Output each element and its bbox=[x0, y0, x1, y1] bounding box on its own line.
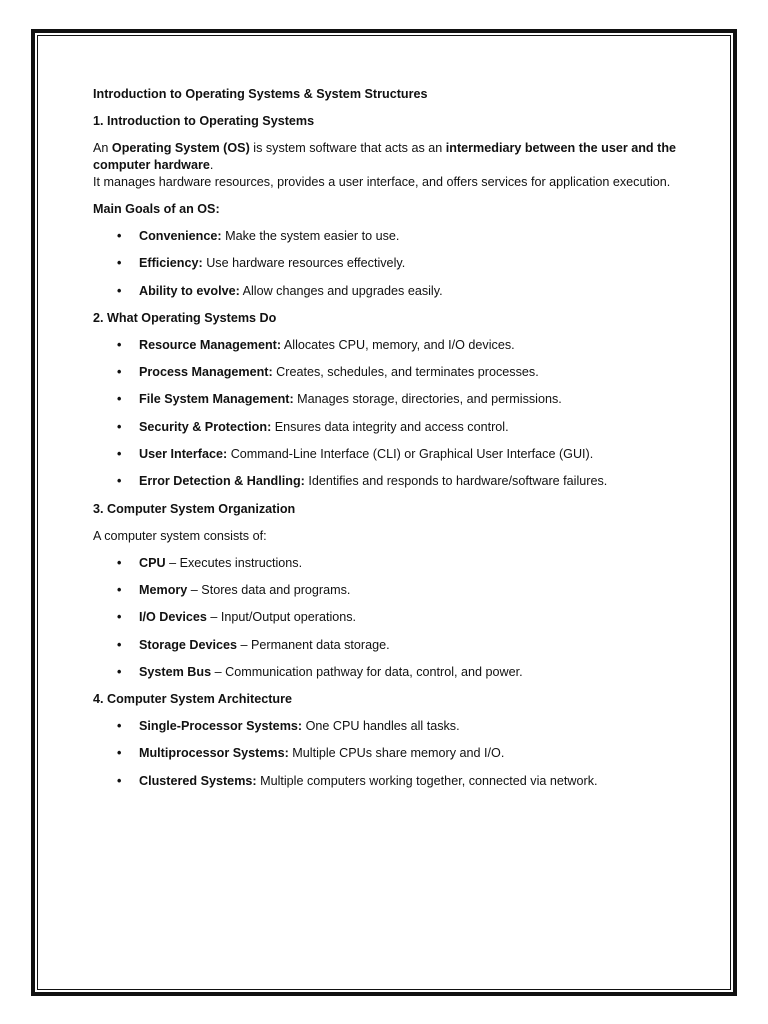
item-desc: Command-Line Interface (CLI) or Graphical User Interface (GUI). bbox=[227, 447, 594, 462]
item-term: Multiprocessor Systems: bbox=[139, 746, 289, 761]
system-components-list bbox=[93, 555, 693, 681]
bullet-icon: • bbox=[117, 664, 122, 679]
item-term: CPU bbox=[139, 555, 166, 570]
bullet-icon: • bbox=[117, 719, 122, 734]
intro-text-e: . bbox=[209, 158, 214, 172]
bullet-icon: • bbox=[117, 365, 122, 380]
item-desc: – Input/Output operations. bbox=[206, 610, 357, 625]
item-desc: Use hardware resources effectively. bbox=[202, 256, 406, 271]
bullet-icon: • bbox=[117, 582, 122, 597]
section-3-intro: A computer system consists of: bbox=[93, 528, 267, 543]
list-item bbox=[93, 337, 693, 354]
item-desc: – Permanent data storage. bbox=[237, 637, 390, 652]
item-desc: Manages storage, directories, and permissions. bbox=[293, 392, 562, 407]
bullet-icon: • bbox=[117, 229, 122, 243]
goals-heading: Main Goals of an OS: bbox=[93, 202, 220, 216]
intro-term-os: Operating System (OS) bbox=[111, 141, 250, 155]
list-item bbox=[93, 718, 693, 735]
bullet-icon: • bbox=[117, 555, 122, 570]
item-term: User Interface: bbox=[139, 447, 228, 462]
item-desc: One CPU handles all tasks. bbox=[302, 719, 460, 734]
item-desc: – Executes instructions. bbox=[165, 555, 303, 570]
item-term: Process Management: bbox=[139, 365, 273, 380]
goals-list bbox=[93, 228, 693, 300]
item-term: System Bus bbox=[139, 664, 212, 679]
item-term: Clustered Systems: bbox=[139, 773, 257, 788]
list-item bbox=[93, 283, 693, 300]
section-1-intro bbox=[93, 140, 693, 191]
bullet-icon: • bbox=[117, 283, 122, 298]
intro-term-intermediary: intermediary between the user and the computer hardware bbox=[93, 141, 677, 172]
item-desc: Multiple CPUs share memory and I/O. bbox=[288, 746, 505, 761]
list-item bbox=[93, 473, 693, 490]
list-item bbox=[93, 582, 693, 599]
item-term: Ability to evolve: bbox=[139, 283, 240, 298]
item-desc: Identifies and responds to hardware/software failures. bbox=[304, 474, 608, 489]
item-term: Resource Management: bbox=[139, 337, 282, 352]
item-desc: – Communication pathway for data, control, and power. bbox=[211, 664, 523, 679]
item-desc: Multiple computers working together, connected via network. bbox=[256, 773, 598, 788]
item-desc: Allow changes and upgrades easily. bbox=[239, 283, 443, 298]
item-desc: Ensures data integrity and access control. bbox=[271, 419, 509, 434]
bullet-icon: • bbox=[117, 474, 122, 489]
bullet-icon: • bbox=[117, 337, 122, 352]
section-2-heading: 2. What Operating Systems Do bbox=[93, 310, 277, 325]
section-1-heading: 1. Introduction to Operating Systems bbox=[93, 114, 315, 128]
bullet-icon: • bbox=[117, 419, 122, 434]
os-functions-list bbox=[93, 337, 693, 490]
list-item bbox=[93, 664, 693, 681]
bullet-icon: • bbox=[117, 392, 122, 407]
document-title: Introduction to Operating Systems & System Structures bbox=[93, 87, 428, 101]
list-item bbox=[93, 745, 693, 762]
item-term: Error Detection & Handling: bbox=[139, 474, 305, 489]
list-item bbox=[93, 364, 693, 381]
list-item bbox=[93, 773, 693, 790]
bullet-icon: • bbox=[117, 256, 122, 271]
intro-line-2: It manages hardware resources, provides a user interface, and offers services for application execution. bbox=[93, 175, 671, 189]
architecture-list bbox=[93, 718, 693, 790]
section-4-heading: 4. Computer System Architecture bbox=[93, 692, 292, 707]
list-item bbox=[93, 228, 693, 245]
item-desc: Creates, schedules, and terminates processes. bbox=[272, 365, 539, 380]
item-term: I/O Devices bbox=[139, 610, 207, 625]
item-term: Single-Processor Systems: bbox=[139, 719, 303, 734]
intro-text-c: is system software that acts as an bbox=[249, 141, 446, 155]
item-desc: Allocates CPU, memory, and I/O devices. bbox=[281, 337, 515, 352]
item-term: Memory bbox=[139, 582, 188, 597]
document-body bbox=[93, 86, 693, 800]
list-item bbox=[93, 391, 693, 408]
item-desc: – Stores data and programs. bbox=[187, 582, 351, 597]
bullet-icon: • bbox=[117, 447, 122, 462]
item-desc: Make the system easier to use. bbox=[221, 229, 400, 243]
list-item bbox=[93, 419, 693, 436]
bullet-icon: • bbox=[117, 746, 122, 761]
bullet-icon: • bbox=[117, 610, 122, 625]
item-term: File System Management: bbox=[139, 392, 294, 407]
section-3-heading: 3. Computer System Organization bbox=[93, 501, 296, 516]
list-item bbox=[93, 637, 693, 654]
item-term: Security & Protection: bbox=[139, 419, 272, 434]
bullet-icon: • bbox=[117, 637, 122, 652]
list-item bbox=[93, 555, 693, 572]
item-term: Storage Devices bbox=[139, 637, 238, 652]
list-item bbox=[93, 609, 693, 626]
item-term: Convenience: bbox=[139, 229, 222, 243]
list-item bbox=[93, 446, 693, 463]
intro-text-a: An bbox=[93, 141, 112, 155]
item-term: Efficiency: bbox=[139, 256, 203, 271]
list-item bbox=[93, 255, 693, 272]
bullet-icon: • bbox=[117, 773, 122, 788]
